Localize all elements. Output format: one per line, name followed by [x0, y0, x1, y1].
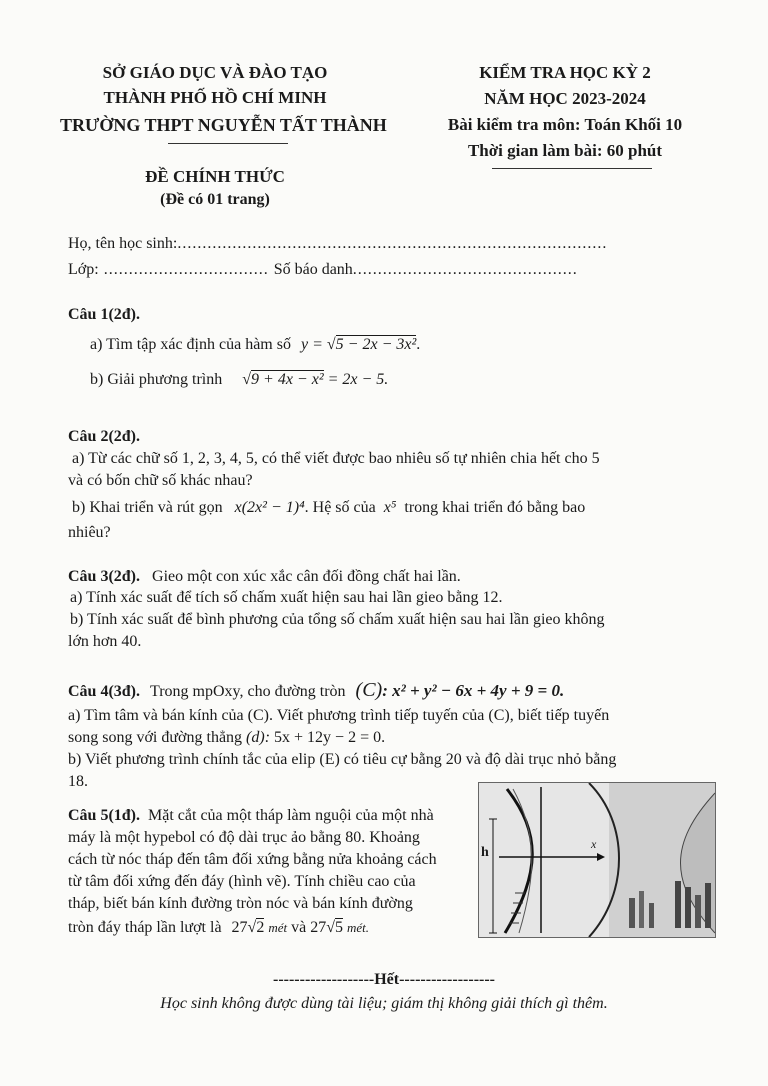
- q3-b-line1: b) Tính xác suất để bình phương của tổng số chấm xuất hiện sau hai lần gieo không: [70, 611, 605, 628]
- q1-title: Câu 1(2đ).: [68, 306, 141, 323]
- q3-title: Câu 3(2đ).: [68, 568, 141, 585]
- q2-b-mid: . Hệ số của: [304, 499, 376, 516]
- footer-note: Học sinh không được dùng tài liệu; giám thị không giải thích gì thêm.: [160, 995, 608, 1012]
- school-year: NĂM HỌC 2023-2024: [484, 89, 646, 108]
- q5-text-1: Mặt cắt của một tháp làm nguội của một nhà: [148, 807, 434, 824]
- q5-line6: [68, 916, 369, 940]
- q1-b-rhs: = 2x − 5.: [327, 371, 389, 388]
- q4-line-d: (d):: [246, 729, 271, 746]
- official-exam-label: ĐỀ CHÍNH THỨC: [145, 167, 285, 186]
- class-label: Lớp:: [68, 261, 99, 278]
- q5-r1-rad: 2: [256, 919, 265, 936]
- q4-a-line2-text: song song với đường thẳng: [68, 729, 243, 746]
- q2-b-suffix: trong khai triển đó bằng bao: [404, 499, 586, 516]
- q4-circle-equation: : x² + y² − 6x + 4y + 9 = 0.: [382, 681, 565, 700]
- q2-a-line2: và có bốn chữ số khác nhau?: [68, 472, 253, 489]
- figure-x-label: x: [591, 837, 597, 851]
- q2-part-b: [72, 496, 585, 520]
- q2-a-line1: a) Từ các chữ số 1, 2, 3, 4, 5, có thể viết được bao nhiêu số tự nhiên chia hết cho 5: [72, 450, 600, 467]
- q5-line2: máy là một hypebol có độ dài trục ảo bằng 80. Khoảng: [68, 829, 420, 846]
- q1-b-text: b) Giải phương trình: [90, 371, 223, 388]
- q3-b-line2: lớn hơn 40.: [68, 633, 142, 650]
- cooling-tower-illustration: [479, 783, 715, 937]
- q4-intro-row: [68, 678, 564, 704]
- student-name-label: Họ, tên học sinh:: [68, 235, 178, 252]
- q1-a-end: .: [416, 336, 421, 353]
- end-mark: -------------------Hết------------------: [272, 971, 495, 988]
- page-count: (Đề có 01 trang): [160, 191, 270, 208]
- subject-line: Bài kiểm tra môn: Toán Khối 10: [447, 115, 683, 134]
- q5-r1-coef: 27: [231, 919, 248, 936]
- figure-h-label: h: [481, 845, 489, 860]
- q4-b-line1: b) Viết phương trình chính tắc của elip (E) có tiêu cự bằng 20 và độ dài trục nhỏ bằng: [68, 751, 617, 768]
- q2-b-term: x⁵: [383, 499, 397, 516]
- q5-title: Câu 5(1đ).: [68, 807, 141, 824]
- q4-b-line2: 18.: [68, 773, 88, 790]
- q1-a-func: y =: [300, 336, 323, 353]
- time-limit: Thời gian làm bài: 60 phút: [467, 141, 663, 160]
- q5-and: và: [291, 919, 307, 936]
- student-id-label: Số báo danh: [273, 261, 353, 278]
- q5-bottom-radius: 27√5: [310, 919, 343, 936]
- q5-line1: [68, 804, 434, 828]
- q3-part-a: a) Tính xác suất để tích số chấm xuất hiện sau hai lần gieo bằng 12.: [70, 589, 503, 606]
- cooling-tower-figure: [478, 782, 716, 938]
- q1-b-sqrt-icon: √: [242, 371, 252, 388]
- q5-line4: từ tâm đối xứng đến đáy (hình vẽ). Tính chiều cao của: [68, 873, 416, 890]
- q2-b-line2: nhiêu?: [68, 524, 111, 541]
- q2-b-expr: x(2x² − 1)⁴: [234, 499, 305, 516]
- q1-a-sqrt-icon: √: [326, 336, 336, 353]
- q5-line5: tháp, biết bán kính đường tròn nóc và bán kính đường: [68, 895, 413, 912]
- q5-r2-rad: 5: [335, 919, 343, 936]
- exam-title: KIỂM TRA HỌC KỲ 2: [479, 63, 651, 82]
- q2-b-text: b) Khai triển và rút gọn: [72, 499, 223, 516]
- header-right-underline: [492, 168, 652, 169]
- q5-r2-coef: 27: [310, 919, 327, 936]
- q1-part-a: [90, 333, 420, 357]
- student-class-row: Lớp: ................................. Số báo danh.............................................: [68, 261, 578, 278]
- school-name: TRƯỜNG THPT NGUYỄN TẤT THÀNH: [60, 115, 387, 135]
- q1-a-text: a) Tìm tập xác định của hàm số: [90, 336, 291, 353]
- q5-unit-1: mét: [268, 920, 288, 935]
- student-name-row: Họ, tên học sinh:......................................................................................: [68, 235, 608, 252]
- q4-circle-name: (C): [355, 679, 383, 701]
- q1-a-radicand: 5 − 2x − 3x²: [335, 336, 417, 353]
- q4-a-line2: [68, 726, 385, 750]
- q3-intro: Gieo một con xúc xắc cân đối đồng chất hai lần.: [152, 568, 461, 585]
- q5-line3: cách từ nóc tháp đến tâm đối xứng bằng nửa khoảng cách: [68, 851, 437, 868]
- q4-a-line1: a) Tìm tâm và bán kính của (C). Viết phương trình tiếp tuyến của (C), biết tiếp tuyến: [68, 707, 610, 724]
- q4-intro: Trong mpOxy, cho đường tròn: [150, 683, 346, 700]
- q1-b-radicand: 9 + 4x − x²: [251, 371, 324, 388]
- q1-part-b: [90, 368, 388, 392]
- q5-top-radius: 27√2: [231, 919, 265, 936]
- q5-unit-2: mét.: [347, 920, 370, 935]
- q4-title: Câu 4(3đ).: [68, 683, 141, 700]
- header-left-underline: [168, 143, 288, 144]
- department-name: SỞ GIÁO DỤC VÀ ĐÀO TẠO: [102, 63, 328, 82]
- q4-line-equation: 5x + 12y − 2 = 0.: [274, 729, 386, 746]
- city-name: THÀNH PHỐ HỒ CHÍ MINH: [103, 88, 327, 107]
- q5-line6-text: tròn đáy tháp lần lượt là: [68, 919, 222, 936]
- q2-title: Câu 2(2đ).: [68, 428, 141, 445]
